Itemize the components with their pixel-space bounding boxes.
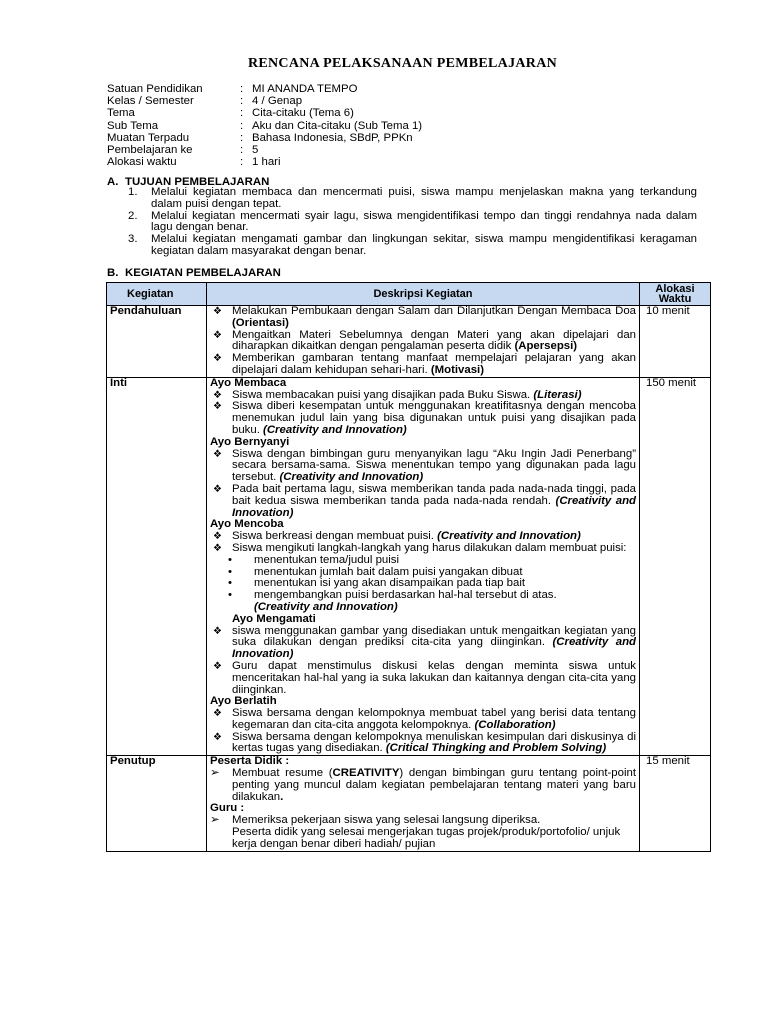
info-value: Aku dan Cita-citaku (Sub Tema 1): [252, 119, 423, 132]
item-text: Siswa membacakan puisi yang disajikan pada Buku Siswa.: [232, 388, 534, 401]
diamond-bullet-icon: ❖: [213, 542, 222, 554]
list-item: [210, 330, 636, 354]
dot-bullet-icon: •: [228, 589, 232, 602]
item-tag: (Collaboration): [474, 718, 556, 731]
section-b-heading: [107, 268, 281, 280]
list-item: [210, 543, 636, 555]
arrowhead-bullet-icon: ➢: [210, 767, 220, 780]
header-deskripsi: Deskripsi Kegiatan: [207, 283, 640, 306]
list-item: [210, 449, 636, 484]
item-text: Siswa bersama dengan kelompoknya membuat tabel yang berisi data tentang kegemaran dan cita-cita anggota kelompoknya.: [232, 707, 636, 731]
info-label: Muatan Terpadu: [107, 131, 190, 144]
item-tag: (Creativity and Innovation): [279, 471, 424, 484]
header-alokasi: [640, 283, 711, 306]
item-number: 1.: [128, 186, 138, 198]
diamond-bullet-icon: ❖: [213, 329, 222, 341]
item-tag: (Creativity and Innovation): [232, 494, 636, 519]
subheading: Guru :: [210, 802, 245, 815]
item-tag: (Critical Thingking and Problem Solving): [385, 742, 607, 755]
diamond-bullet-icon: ❖: [213, 306, 222, 317]
diamond-bullet-icon: ❖: [213, 448, 222, 460]
header-alokasi-2: Waktu: [658, 293, 692, 305]
subheading: Ayo Membaca: [210, 376, 287, 389]
row-kegiatan: Penutup: [107, 756, 207, 851]
info-colon: :: [240, 83, 244, 95]
subheading: Ayo Mengamati: [232, 612, 316, 625]
item-tag: (Creativity and Innovation): [254, 600, 398, 613]
row-waktu: 10 menit: [640, 306, 711, 378]
list-item: [210, 626, 636, 661]
info-label: Alokasi waktu: [107, 156, 177, 169]
bullet-text: menentukan tema/judul puisi: [254, 553, 400, 566]
bullet-item: [210, 555, 636, 567]
section-letter: B.: [107, 267, 119, 279]
info-label: Satuan Pendidikan: [107, 83, 203, 95]
item-text: Membuat resume (: [232, 767, 333, 780]
item-tag: (Creativity and Innovation): [437, 530, 581, 543]
item-tag: (Creativity and Innovation): [232, 636, 636, 661]
item-tag: (Creativity and Innovation): [263, 423, 407, 436]
item-number: 2.: [128, 209, 138, 222]
info-colon: :: [240, 131, 244, 144]
list-item: [210, 708, 636, 732]
list-item: [210, 661, 636, 696]
list-item: [210, 401, 636, 436]
table-row: [107, 377, 711, 756]
info-colon: :: [240, 107, 244, 120]
activities-table: [106, 282, 711, 852]
info-value: Bahasa Indonesia, SBdP, PPKn: [252, 131, 413, 144]
diamond-bullet-icon: ❖: [213, 708, 222, 720]
diamond-bullet-icon: ❖: [213, 625, 222, 637]
info-colon: :: [240, 143, 244, 156]
item-text: Siswa dengan bimbingan guru menyanyikan lagu “Aku Ingin Jadi Penerbang” secara bersama-sama. Siswa menentukan tempo yang digunakan pada lagu tersebut.: [232, 447, 636, 484]
item-tag: (Apersepsi): [514, 340, 578, 353]
bullet-tag-line: [210, 602, 636, 614]
info-colon: :: [240, 95, 244, 108]
info-label: Sub Tema: [107, 119, 159, 132]
list-item: [210, 484, 636, 519]
diamond-bullet-icon: ❖: [213, 389, 222, 401]
list-item: [210, 353, 636, 377]
table-row: [107, 306, 711, 378]
dot-bullet-icon: •: [228, 577, 232, 590]
item-text: Mengaitkan Materi Sebelumnya dengan Materi yang akan dipelajari dan diharapkan dikaitkan dengan pengalaman peserta didik: [232, 328, 636, 353]
info-row: [107, 108, 422, 120]
objectives-list: [128, 187, 697, 258]
info-label: Tema: [107, 107, 135, 120]
item-text: Pada bait pertama lagu, siswa memberikan tanda pada nada-nada tinggi, pada bait kedua siswa memberikan tanda pada nada-nada rendah.: [232, 482, 636, 507]
row-deskripsi: [207, 306, 640, 378]
diamond-bullet-icon: ❖: [213, 401, 222, 413]
dot-bullet-icon: •: [228, 565, 232, 578]
header-kegiatan: Kegiatan: [107, 283, 207, 306]
list-item: [210, 306, 636, 330]
row-deskripsi: [207, 377, 640, 756]
info-value: MI ANANDA TEMPO: [252, 83, 358, 95]
list-item: [128, 187, 697, 211]
list-item: [128, 234, 697, 258]
info-colon: :: [240, 119, 244, 132]
info-value: 1 hari: [252, 156, 281, 169]
info-value: 4 / Genap: [252, 95, 303, 108]
item-text: Memberikan gambaran tentang manfaat mempelajari pelajaran yang akan dipelajari dalam kehidupan sehari-hari.: [232, 352, 636, 376]
info-value: Cita-citaku (Tema 6): [252, 107, 354, 120]
list-item: [128, 211, 697, 235]
header-alokasi-1: Alokasi: [655, 282, 695, 295]
row-deskripsi: [207, 756, 640, 851]
dot-bullet-icon: •: [228, 553, 232, 566]
diamond-bullet-icon: ❖: [213, 483, 222, 495]
info-block: [107, 84, 422, 169]
bullet-text: menentukan jumlah bait dalam puisi yangakan dibuat: [254, 565, 523, 578]
info-label: Pembelajaran ke: [107, 143, 193, 156]
info-row: [107, 121, 422, 133]
table-row: [107, 756, 711, 851]
item-text: Memeriksa pekerjaan siswa yang selesai langsung diperiksa.: [232, 814, 541, 827]
item-text: Siswa bersama dengan kelompoknya menuliskan kesimpulan dari diskusinya di kertas tugas yang disediakan.: [232, 730, 636, 755]
item-text: Melakukan Pembukaan dengan Salam dan Dilanjutkan Dengan Membaca Doa: [232, 305, 636, 317]
arrowhead-bullet-icon: ➢: [210, 814, 220, 827]
list-item: [210, 768, 636, 803]
item-text: Guru dapat menstimulus diskusi kelas dengan meminta siswa untuk menceritakan hal-hal yang ia suka lakukan dan kaitannya dengan cita-cita yang diinginkan.: [232, 659, 636, 696]
diamond-bullet-icon: ❖: [213, 353, 222, 365]
item-text: Siswa berkreasi dengan membuat puisi.: [232, 530, 438, 543]
item-text: Melalui kegiatan membaca dan mencermati puisi, siswa mampu menjelaskan makna yang terkandung dalam puisi dengan tepat.: [151, 186, 697, 210]
row-kegiatan: Inti: [107, 377, 207, 756]
item-end: .: [280, 790, 284, 803]
row-kegiatan: Pendahuluan: [107, 306, 207, 378]
item-text: Melalui kegiatan mengamati gambar dan lingkungan sekitar, siswa mampu mengidentifikasi keragaman kegiatan dalam masyarakat dengan benar.: [151, 233, 697, 257]
item-text: siswa menggunakan gambar yang disediakan untuk mengaitkan kegiatan yang suka dilakukan dengan prediksi cita-cita yang diinginkan.: [232, 624, 636, 649]
row-waktu: 15 menit: [640, 756, 711, 851]
row-waktu: 150 menit: [640, 377, 711, 756]
info-value: 5: [252, 143, 259, 156]
item-tag: CREATIVITY: [332, 767, 400, 780]
bullet-text: mengembangkan puisi berdasarkan hal-hal tersebut di atas.: [254, 589, 557, 602]
bullet-text: menentukan isi yang akan disampaikan pada tiap bait: [254, 577, 526, 590]
list-item: [210, 732, 636, 756]
info-row: [107, 157, 422, 169]
diamond-bullet-icon: ❖: [213, 660, 222, 672]
section-title: KEGIATAN PEMBELAJARAN: [125, 267, 281, 279]
diamond-bullet-icon: ❖: [213, 731, 222, 743]
subheading: Ayo Bernyanyi: [210, 435, 290, 448]
item-text: Siswa diberi kesempatan untuk menggunakan kreatifitasnya dengan mencoba menemukan judul lain yang bisa digunakan untuk puisi yang disajikan pada buku.: [232, 400, 636, 436]
subheading: Ayo Mencoba: [210, 518, 284, 531]
section-title: TUJUAN PEMBELAJARAN: [125, 176, 270, 188]
info-colon: :: [240, 156, 244, 169]
table-header-row: [107, 283, 711, 306]
info-label: Kelas / Semester: [107, 95, 194, 108]
item-tag: (Motivasi): [430, 363, 484, 376]
item-note: Peserta didik yang selesai mengerjakan tugas projek/produk/portofolio/ unjuk kerja dengan benar diberi hadiah/ pujian: [232, 826, 621, 850]
section-letter: A.: [107, 176, 119, 188]
item-tag: (Orientasi): [232, 316, 289, 329]
item-number: 3.: [128, 233, 138, 246]
item-text: Siswa mengikuti langkah-langkah yang harus dilakukan dalam membuat puisi:: [232, 541, 627, 554]
item-text: ) dengan bimbingan guru tentang point-point penting yang muncul dalam kegiatan pembelajaran tentang materi yang baru dilakukan: [232, 767, 636, 803]
item-tag: (Literasi): [533, 388, 582, 401]
item-text: Melalui kegiatan mencermati syair lagu, siswa mengidentifikasi tempo dan tinggi rendahnya nada dalam lagu dengan benar.: [151, 209, 697, 234]
subheading: Ayo Berlatih: [210, 695, 277, 708]
page-title: RENCANA PELAKSANAAN PEMBELAJARAN: [247, 56, 558, 71]
subheading: Peserta Didik :: [210, 755, 290, 768]
diamond-bullet-icon: ❖: [213, 531, 222, 543]
